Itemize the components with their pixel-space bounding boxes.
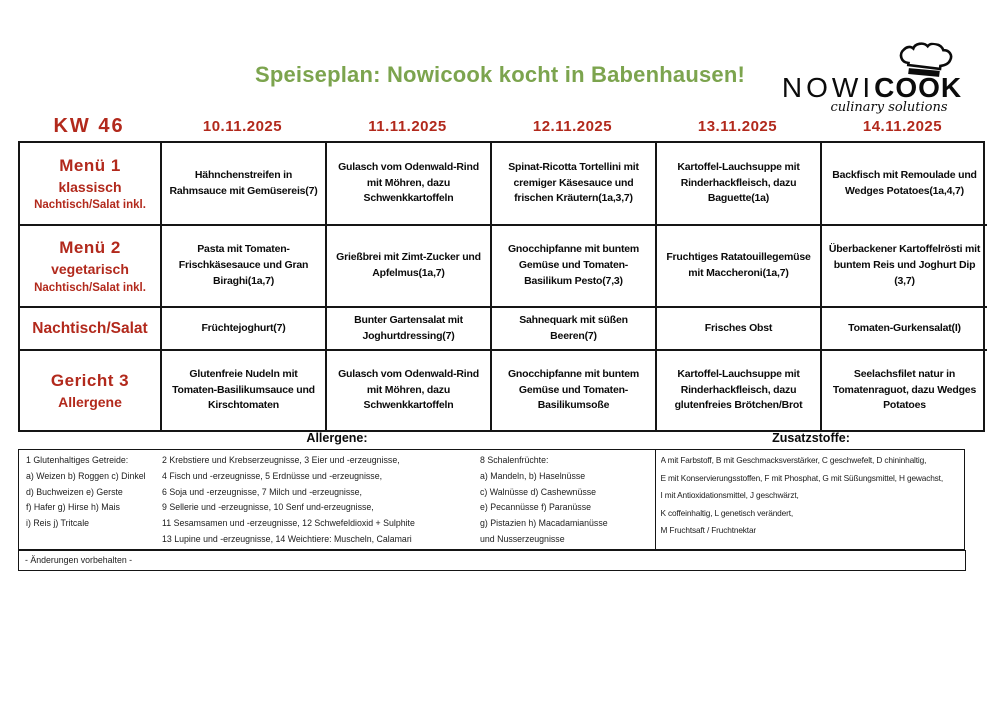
row-label-menu1: Menü 1 klassisch Nachtisch/Salat inkl.: [20, 143, 162, 226]
menu-cell: Spinat-Ricotta Tortellini mit cremiger Käsesauce und frischen Kräutern(1a,3,7): [492, 143, 657, 226]
menu-cell: Bunter Gartensalat mit Joghurtdressing(7): [327, 308, 492, 351]
date-header: 12.11.2025: [532, 117, 613, 135]
menu-cell: Glutenfreie Nudeln mit Tomaten-Basilikumsauce und Kirschtomaten: [162, 351, 327, 430]
menu-cell: Überbackener Kartoffelrösti mit buntem Reis und Joghurt Dip (3,7): [822, 226, 987, 308]
nowicook-logo: [768, 48, 976, 114]
menu-cell: Sahnequark mit süßen Beeren(7): [492, 308, 657, 351]
menu-cell: Tomaten-Gurkensalat(I): [822, 308, 987, 351]
menu-cell: Fruchtiges Ratatouillegemüse mit Maccheroni(1a,7): [657, 226, 822, 308]
row-label-menu2: Menü 2 vegetarisch Nachtisch/Salat inkl.: [20, 226, 162, 308]
menu-cell: Pasta mit Tomaten-Frischkäsesauce und Gran Biraghi(1a,7): [162, 226, 327, 308]
menu-cell: Grießbrei mit Zimt-Zucker und Apfelmus(1a,7): [327, 226, 492, 308]
additives-title: Zusatzstoffe:: [772, 431, 850, 445]
allergen-column-nuts: 8 Schalenfrüchte: a) Mandeln, b) Haselnüsse c) Walnüsse d) Cashewnüsse e) Pecannüsse f) Paranüsse g) Pistazien h) Macadamianüsse und Nusserzeugnisse: [480, 455, 608, 544]
date-header: 10.11.2025: [202, 117, 283, 135]
allergen-column-main: 2 Krebstiere und Krebserzeugnisse, 3 Eier und -erzeugnisse, 4 Fisch und -erzeugnisse, 5 Erdnüsse und -erzeugnisse, 6 Soja und -erzeugnisse, 7 Milch und -erzeugnisse, 9 Sellerie und -erzeugnisse, 10 Senf und-erzeugnisse, 11 Sesamsamen und -erzeugnisse, 12 Schwefeldioxid + Sulphite 13 Lupine und -erzeugnisse, 14 Weichtiere: Muscheln, Calamari: [162, 455, 415, 544]
menu-cell: Gnocchipfanne mit buntem Gemüse und Tomaten-Basilikum Pesto(7,3): [492, 226, 657, 308]
menu-cell: Frisches Obst: [657, 308, 822, 351]
week-header-row: [18, 112, 985, 140]
menu-cell: Kartoffel-Lauchsuppe mit Rinderhackfleisch, dazu Baguette(1a): [657, 143, 822, 226]
footer-note: - Änderungen vorbehalten -: [18, 550, 966, 571]
menu-cell: Gulasch vom Odenwald-Rind mit Möhren, dazu Schwenkkartoffeln: [327, 143, 492, 226]
menu-table: [18, 141, 985, 432]
menu-cell: Gulasch vom Odenwald-Rind mit Möhren, dazu Schwenkkartoffeln: [327, 351, 492, 430]
legend-boxes: [18, 449, 965, 550]
menu-cell: Hähnchenstreifen in Rahmsauce mit Gemüsereis(7): [162, 143, 327, 226]
menu-cell: Gnocchipfanne mit buntem Gemüse und Tomaten-Basilikumsoße: [492, 351, 657, 430]
menu-cell: Früchtejoghurt(7): [162, 308, 327, 351]
allergen-column-grains: 1 Glutenhaltiges Getreide: a) Weizen b) Roggen c) Dinkel d) Buchweizen e) Gerste f) Hafer g) Hirse h) Mais i) Reis j) Tritcale: [26, 455, 146, 529]
menu-cell: Seelachsfilet natur in Tomatenraguot, dazu Wedges Potatoes: [832, 367, 977, 412]
date-header: 11.11.2025: [368, 117, 447, 135]
date-header: 13.11.2025: [697, 117, 778, 135]
allergens-box: [18, 449, 656, 550]
page-title: Speiseplan: Nowicook kocht in Babenhausen!: [254, 62, 746, 87]
menu-cell: Kartoffel-Lauchsuppe mit Rinderhackfleisch, dazu glutenfreies Brötchen/Brot: [657, 351, 822, 430]
week-label: KW 46: [53, 114, 125, 137]
logo-tagline: culinary solutions: [830, 100, 948, 115]
menu-cell: Backfisch mit Remoulade und Wedges Potatoes(1a,4,7): [822, 143, 987, 226]
allergens-title: Allergene:: [306, 431, 368, 445]
date-header: 14.11.2025: [862, 117, 943, 135]
row-label-dessert: Nachtisch/Salat: [20, 308, 162, 351]
logo-name: NOWICOOK: [781, 72, 963, 103]
legend-headers: [18, 431, 966, 445]
additives-box: A mit Farbstoff, B mit Geschmacksverstärker, C geschwefelt, D chininhaltig, E mit Konservierungsstoffen, F mit Phosphat, G mit Süßungsmittel, H gewachst, I mit Antioxidationsmittel, J geschwärzt, K coffeinhaltig, L genetisch verändert, M Fruchtsaft / Fruchtnektar: [655, 449, 965, 550]
row-label-gericht3: Gericht 3 Allergene: [20, 351, 162, 430]
